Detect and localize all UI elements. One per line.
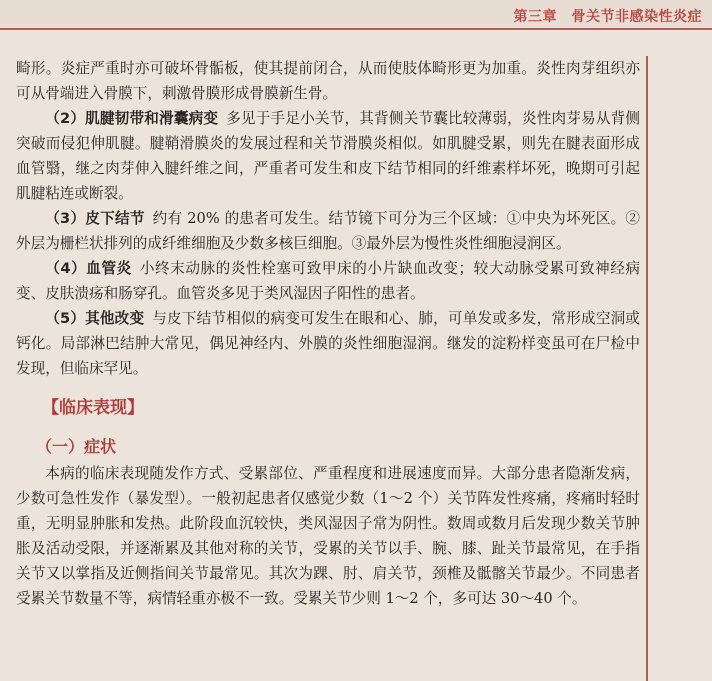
paragraph-text: 多见于手足小关节，其背侧关节囊比较薄弱，炎性肉芽易从背侧突破而侵犯伸肌腱。腱鞘滑膜炎的发展过程和关节滑膜炎相似。如肌腱受累，则先在腱表面形成血管翳，继之肉芽伸入腱纤维之间，严重者可发生和皮下结节相同的纤维素样坏死，晚期可引起肌腱粘连或断裂。 [16, 110, 640, 202]
paragraph-symptoms: 本病的临床表现随发作方式、受累部位、严重程度和进展速度而异。大部分患者隐渐发病，少数可急性发作（暴发型）。一般初起患者仅感觉少数（1～2 个）关节阵发性疼痛，疼痛时轻时重，无明显肿胀和发热。此阶段血沉较快，类风湿因子常为阴性。数周或数月后发现少数关节肿胀及活动受限，并逐渐累及其他对称的关节，受累的关节以手、腕、膝、趾关节最常见，在手指关节又以掌指及近侧指间关节最常见。其次为踝、肘、肩关节，颈椎及骶髂关节最少。不同患者受累关节数量不等，病情轻重亦极不一致。受累关节少则 1～2 个，多可达 30～40 个。 [16, 465, 640, 607]
paragraph-text: 小终末动脉的炎性栓塞可致甲床的小片缺血改变；较大动脉受累可致神经病变、皮肤溃疡和肠穿孔。血管炎多见于类风湿因子阳性的患者。 [16, 260, 641, 302]
paragraph-vasculitis [16, 256, 640, 306]
chapter-title: 第三章 骨关节非感染性炎症 [513, 9, 702, 25]
paragraph-subcutaneous-nodule [16, 206, 640, 256]
paragraph-text: 与皮下结节相似的病变可发生在眼和心、肺，可单发或多发，常形成空洞或钙化。局部淋巴结肿大常见，偶见神经内、外膜的炎性细胞湿润。继发的淀粉样变虽可在尸检中发现，但临床罕见。 [16, 310, 640, 377]
sub-heading-label: （2）肌腱韧带和滑囊病变 [45, 110, 219, 127]
paragraph-text: 约有 20% 的患者可发生。结节镜下可分为三个区域：①中央为坏死区。②外层为栅栏状排列的成纤维细胞及少数多核巨细胞。③最外层为慢性炎性细胞浸润区。 [16, 210, 641, 252]
sub-heading-label: （4）血管炎 [45, 260, 132, 277]
header-divider [0, 28, 712, 30]
page-body [16, 56, 640, 611]
paragraph-tendon-lesion [16, 106, 640, 206]
section-heading: 【临床表现】 [42, 398, 144, 418]
paragraph-other-changes [16, 306, 640, 381]
paragraph-continuation: 畸形。炎症严重时亦可破坏骨骺板，使其提前闭合，从而使肢体畸形更为加重。炎性肉芽组织亦可从骨端进入骨膜下，刺激骨膜形成骨膜新生骨。 [16, 60, 640, 102]
subsection-heading: （一）症状 [36, 437, 117, 456]
sub-heading-label: （5）其他改变 [45, 310, 145, 327]
sub-heading-label: （3）皮下结节 [45, 210, 145, 227]
margin-rule [646, 56, 648, 681]
